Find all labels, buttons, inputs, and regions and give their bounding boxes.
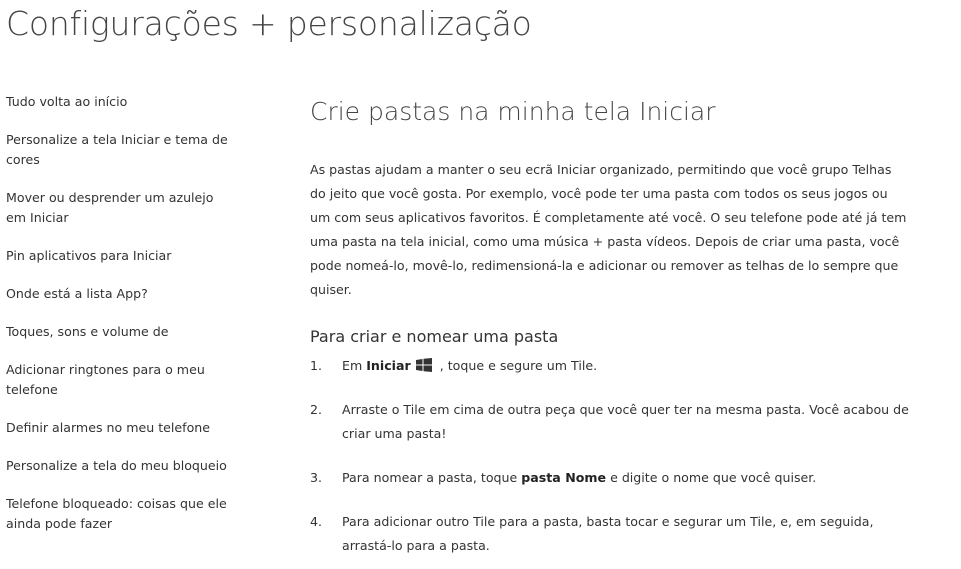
step-text-before: Em	[342, 358, 367, 373]
step-number: 4.	[310, 514, 323, 529]
sidebar-item-ringtones[interactable]: Adicionar ringtones para o meu telefone	[6, 362, 205, 397]
step-number: 3.	[310, 470, 323, 485]
sidebar-item-lista-app[interactable]: Onde está a lista App?	[6, 286, 148, 301]
step-number: 2.	[310, 402, 323, 417]
article-intro: As pastas ajudam a manter o seu ecrã Iniciar organizado, permitindo que você grupo Telhas do jeito que você gosta. Por exemplo, você pode ter uma pasta com todos os seus jogos ou um com seus aplicativos favoritos. É completamente até você. O seu telefone pode até já tem uma pasta na tela inicial, como uma música + pasta vídeos. Depois de criar uma pasta, você pode nomeá-lo, movê-lo, redimensioná-la e adicionar ou remover as telhas de lo sempre que quiser.	[310, 162, 907, 297]
page-title: Configurações + personalização	[6, 4, 532, 43]
steps-list	[310, 354, 910, 558]
article-title: Crie pastas na minha tela Iniciar	[310, 97, 716, 126]
step-bold-text: pasta Nome	[521, 470, 607, 485]
step-text: Arraste o Tile em cima de outra peça que você quer ter na mesma pasta. Você acabou de criar uma pasta!	[342, 402, 909, 441]
article	[310, 92, 910, 569]
windows-logo-icon	[416, 356, 432, 370]
sidebar-item-toques-sons-volume[interactable]: Toques, sons e volume de	[6, 324, 169, 339]
sidebar-nav	[6, 92, 236, 552]
sidebar-item-pin-aplicativos[interactable]: Pin aplicativos para Iniciar	[6, 248, 172, 263]
step-bold-text: Iniciar	[366, 358, 411, 373]
sidebar-item-personalize-tela-iniciar[interactable]: Personalize a tela Iniciar e tema de cores	[6, 132, 228, 167]
step-item	[310, 510, 910, 558]
step-text-after: e digite o nome que você quiser.	[606, 470, 817, 485]
step-item	[310, 398, 910, 446]
sidebar-item-telefone-bloqueado[interactable]: Telefone bloqueado: coisas que ele ainda pode fazer	[6, 496, 227, 531]
sidebar-item-tela-bloqueio[interactable]: Personalize a tela do meu bloqueio	[6, 458, 227, 473]
sidebar-item-alarmes[interactable]: Definir alarmes no meu telefone	[6, 420, 211, 435]
step-text-after: , toque e segure um Tile.	[435, 358, 598, 373]
section-title: Para criar e nomear uma pasta	[310, 327, 559, 346]
step-item	[310, 466, 910, 490]
step-text-before: Para nomear a pasta, toque	[342, 470, 522, 485]
step-number: 1.	[310, 358, 323, 373]
step-item	[310, 354, 910, 378]
sidebar-item-mover-azulejo[interactable]: Mover ou desprender um azulejo em Iniciar	[6, 190, 214, 225]
sidebar-item-tudo-volta-ao-inicio[interactable]: Tudo volta ao início	[6, 94, 128, 109]
step-text: Para adicionar outro Tile para a pasta, basta tocar e segurar um Tile, e, em seguida, arrastá-lo para a pasta.	[342, 514, 874, 553]
